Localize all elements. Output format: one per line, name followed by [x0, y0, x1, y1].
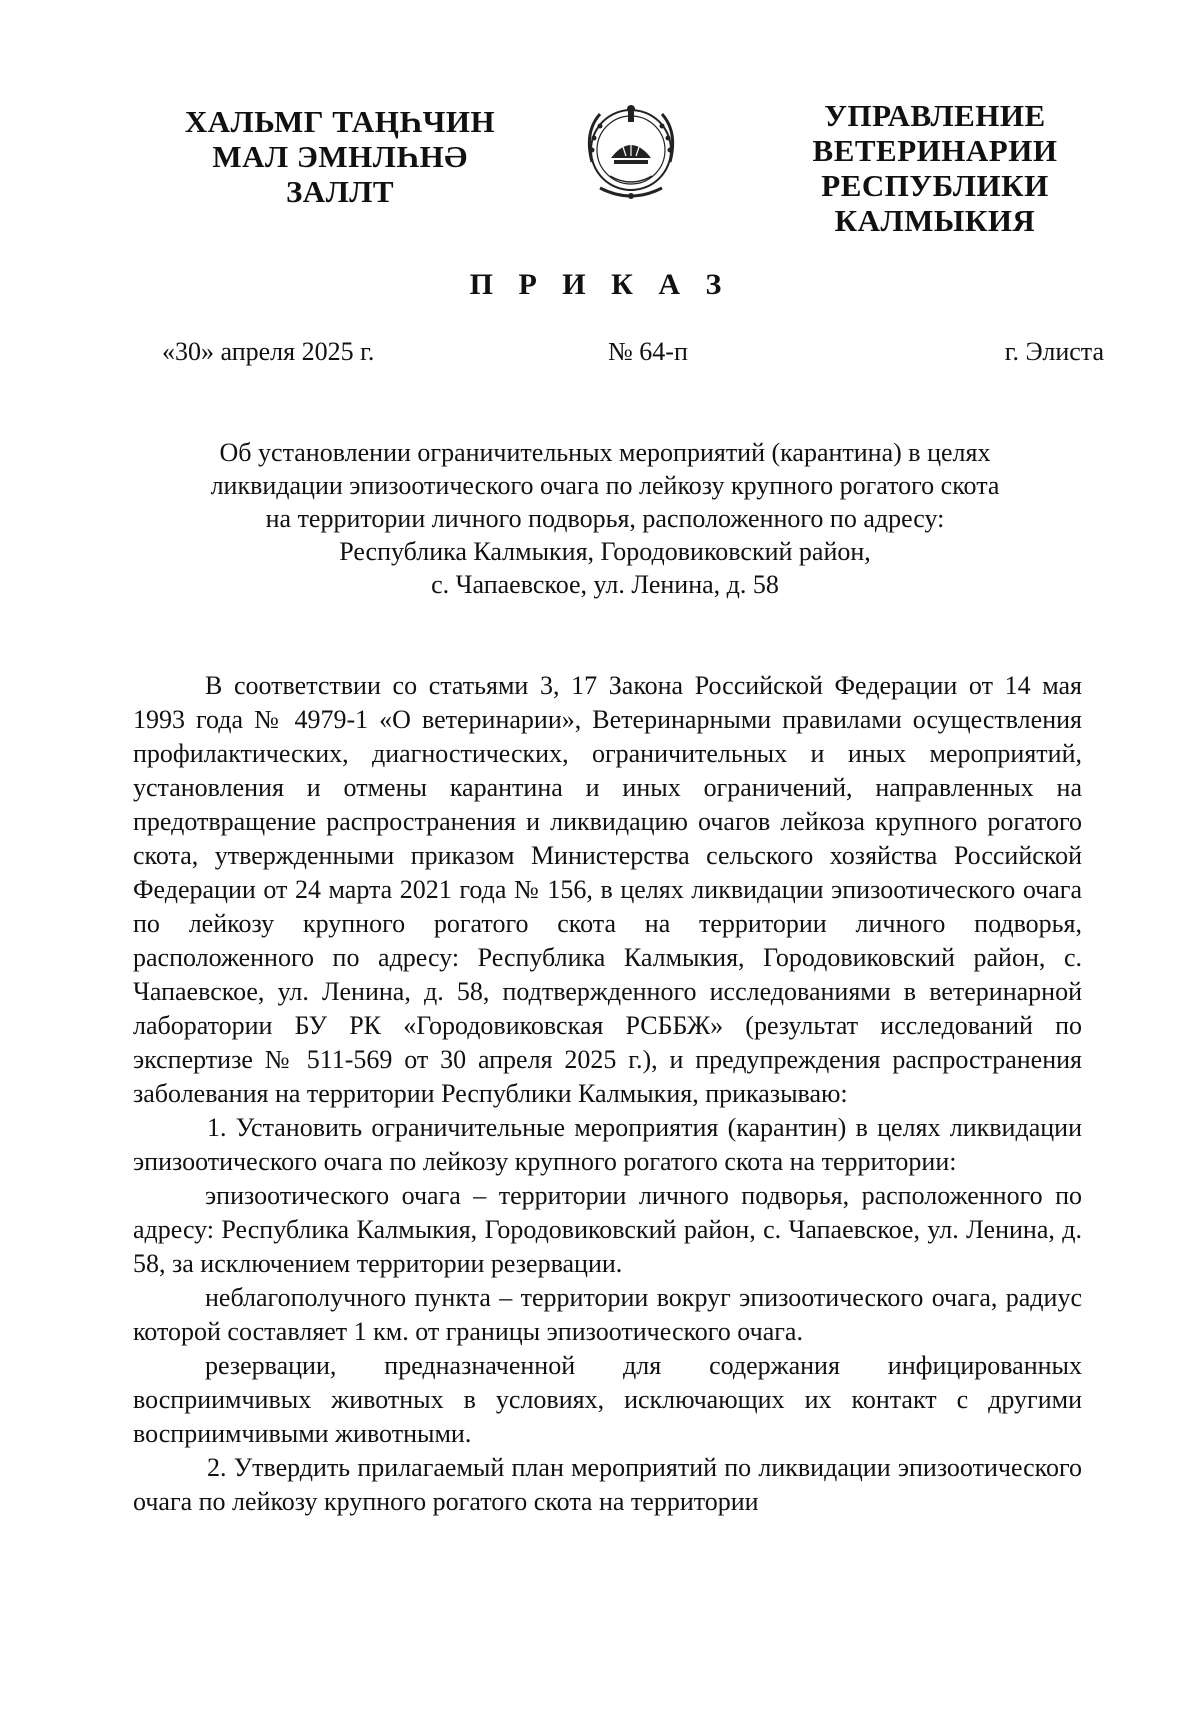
subject-line: с. Чапаевское, ул. Ленина, д. 58	[431, 570, 779, 599]
header-left-line: ЗАЛЛТ	[285, 174, 395, 209]
header-left-line: ХАЛЬМГ ТАҢҺЧИН	[184, 104, 496, 139]
subject-line: ликвидации эпизоотического очага по лейкозу крупного рогатого скота	[210, 471, 1000, 500]
order-title: П Р И К А З	[469, 268, 731, 301]
header-right-line: УПРАВЛЕНИЕ	[824, 98, 1046, 133]
item-2-paragraph: 2. Утвердить прилагаемый план мероприятий по ликвидации эпизоотического очага по лейкозу крупного рогатого скота на территории	[133, 1453, 1082, 1516]
header-right-line: РЕСПУБЛИКИ	[821, 168, 1049, 203]
order-city: г. Элиста	[1004, 337, 1104, 366]
item-1-unfavorable-point: неблагополучного пункта – территории вокруг эпизоотического очага, радиус которой составляет 1 км. от границы эпизоотического очага.	[133, 1283, 1082, 1346]
header-right-line: КАЛМЫКИЯ	[834, 203, 1036, 238]
preamble-paragraph: В соответствии со статьями 3, 17 Закона Российской Федерации от 14 мая 1993 года № 4979-1 «О ветеринарии», Ветеринарными правилами осуществления профилактических, диагностических, ограничительных и иных мероприятий, установления и отмены карантина и иных ограничений, направленных на предотвращение распространения и ликвидацию очагов лейкоза крупного рогатого скота, утвержденными приказом Министерства сельского хозяйства Российской Федерации от 24 марта 2021 года № 156, в целях ликвидации эпизоотического очага по лейкозу крупного рогатого скота на территории личного подворья, расположенного по адресу: Республика Калмыкия, Городовиковский район, с. Чапаевское, ул. Ленина, д. 58, подтвержденного исследованиями в ветеринарной лаборатории БУ РК «Городовиковская РСББЖ» (результат исследований по экспертизе № 511-569 от 30 апреля 2025 г.), и предупреждения распространения заболевания на территории Республики Калмыкия, приказываю:	[133, 671, 1082, 1108]
subject-line: на территории личного подворья, расположенного по адресу:	[265, 504, 945, 533]
subject-line: Республика Калмыкия, Городовиковский район,	[339, 537, 871, 566]
item-1-paragraph: 1. Установить ограничительные мероприятия (карантин) в целях ликвидации эпизоотического очага по лейкозу крупного рогатого скота на территории:	[133, 1113, 1082, 1176]
order-body	[133, 669, 1082, 1519]
order-number: № 64-п	[608, 337, 688, 366]
kalmykia-coat-of-arms-emblem	[570, 92, 692, 214]
item-1-reservation: резервации, предназначенной для содержания инфицированных восприимчивых животных в условиях, исключающих их контакт с другими восприимчивыми животными.	[133, 1351, 1082, 1448]
header-kalmyk-title	[160, 104, 520, 209]
header-left-line: МАЛ ЭМНЛҺНӘ	[212, 139, 468, 174]
order-date: «30» апреля 2025 г.	[162, 337, 375, 366]
subject-line: Об установлении ограничительных мероприятий (карантина) в целях	[219, 438, 991, 467]
order-subject	[130, 436, 1080, 601]
item-1-epizootic-focus: эпизоотического очага – территории личного подворья, расположенного по адресу: Республика Калмыкия, Городовиковский район, с. Чапаевское, ул. Ленина, д. 58, за исключением территории резервации.	[133, 1181, 1082, 1278]
header-russian-title	[790, 98, 1080, 238]
header-right-line: ВЕТЕРИНАРИИ	[812, 133, 1058, 168]
